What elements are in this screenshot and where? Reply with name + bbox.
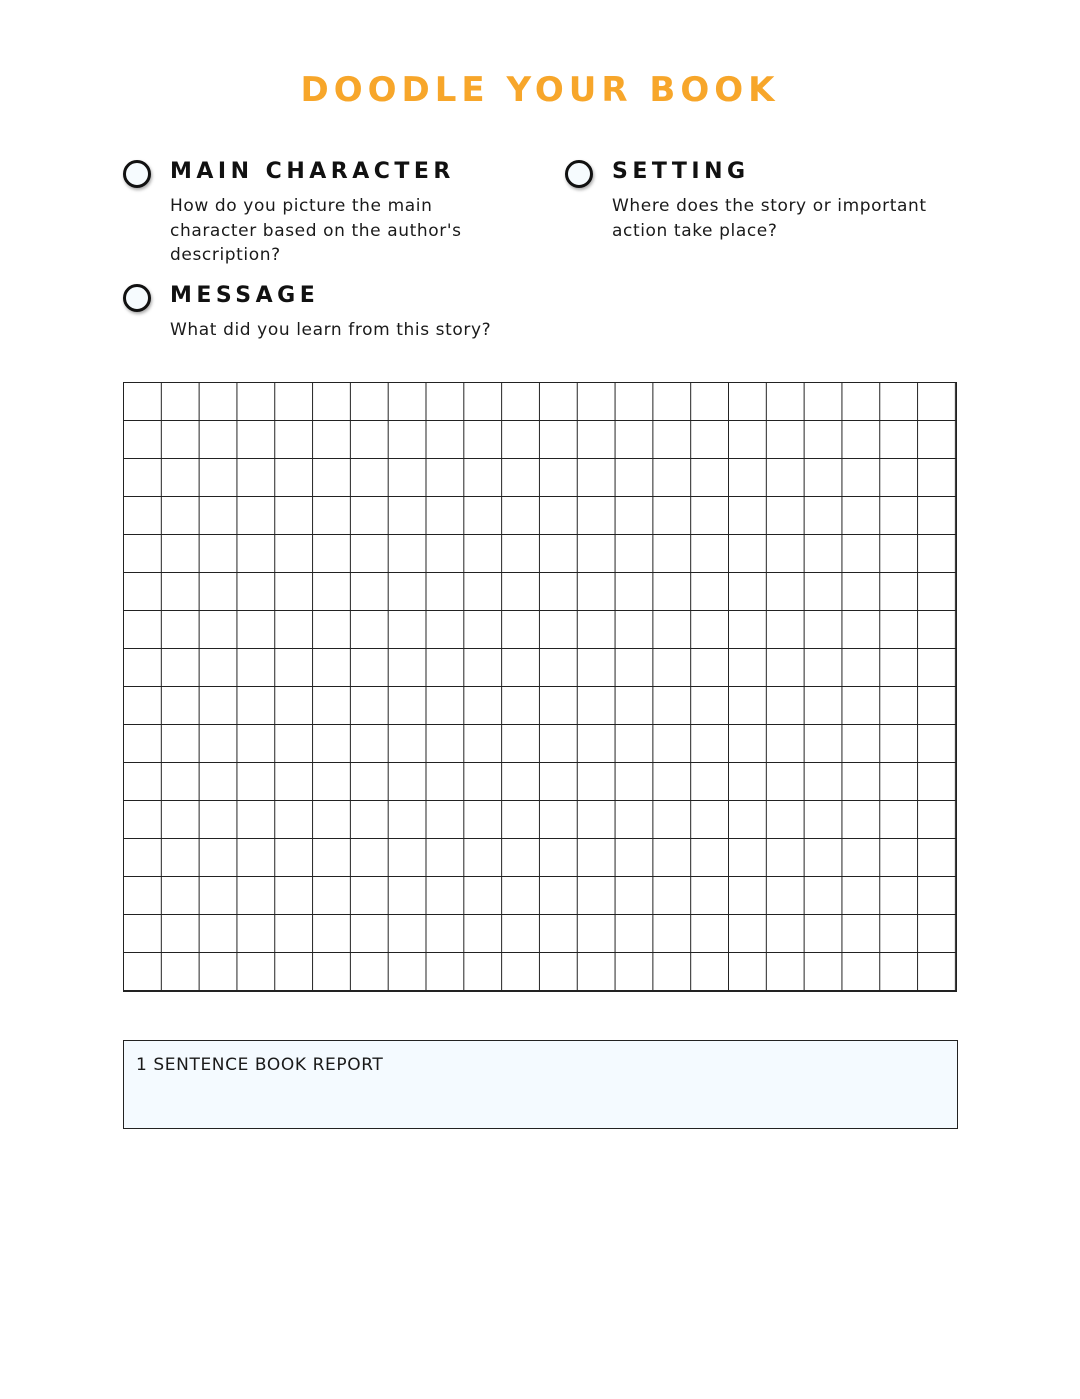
doodle-grid[interactable] xyxy=(123,382,957,992)
setting-heading: SETTING xyxy=(612,159,750,184)
message-description: What did you learn from this story? xyxy=(170,320,492,340)
book-report-label: 1 SENTENCE BOOK REPORT xyxy=(136,1055,384,1075)
main-character-radio[interactable] xyxy=(123,160,151,188)
setting-description: Where does the story or important action take place? xyxy=(612,196,927,241)
message-radio[interactable] xyxy=(123,284,151,312)
message-heading: MESSAGE xyxy=(170,283,320,308)
main-character-heading: MAIN CHARACTER xyxy=(170,159,455,184)
page-title: DOODLE YOUR BOOK xyxy=(300,70,780,110)
main-character-description: How do you picture the main character based on the author's description? xyxy=(170,196,462,265)
book-report-field[interactable] xyxy=(123,1040,958,1129)
setting-radio[interactable] xyxy=(565,160,593,188)
